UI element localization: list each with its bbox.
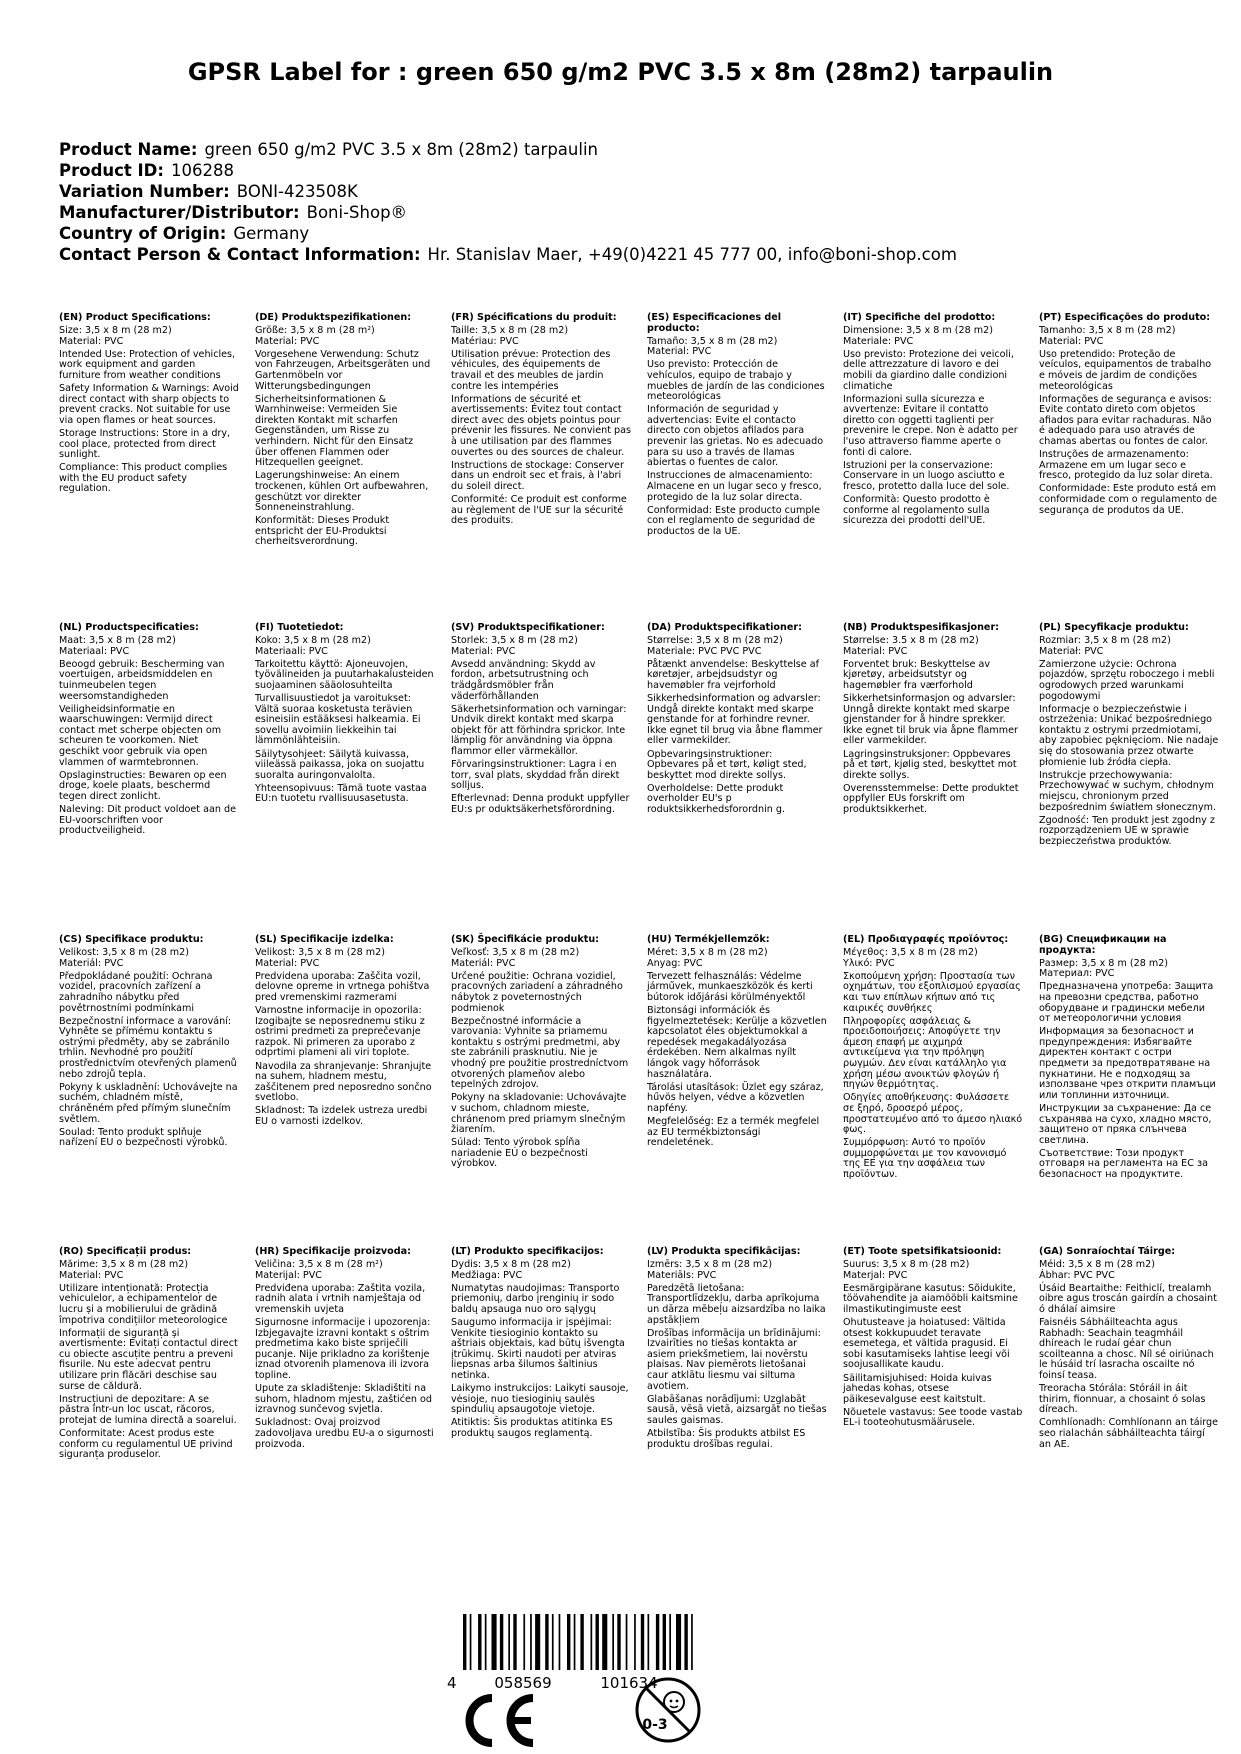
spec-size: Dimensione: 3,5 x 8 m (28 m2) bbox=[843, 325, 993, 337]
spec-paragraph: Säkerhetsinformation och varningar: Undvik direkt kontakt med skarpa objekt för att förhindra sprickor. Inte lämplig för användning via öppna flammor eller värmekällor. bbox=[451, 703, 627, 758]
spec-material: Material: PVC bbox=[647, 346, 712, 358]
barcode-digit-prefix: 4 bbox=[447, 1674, 457, 1692]
spec-paragraph: Σκοπούμενη χρήση: Προστασία των οχημάτων, του εξοπλισμού εργασίας και των επίπλων κήπων από τις καιρικές συνθήκες bbox=[843, 970, 1021, 1014]
spec-paragraph: Instrucțiuni de depozitare: A se păstra într-un loc uscat, răcoros, protejat de lumina directă a soarelui. bbox=[59, 1393, 237, 1426]
spec-paragraph: Numatytas naudojimas: Transporto priemonių, darbo įrenginių ir sodo baldų apsauga nuo oro sąlygų bbox=[451, 1282, 620, 1315]
spec-size: Koko: 3,5 x 8 m (28 m2) bbox=[255, 635, 371, 647]
barcode-bar bbox=[523, 1614, 525, 1670]
spec-paragraph: Predvidena uporaba: Zaščita vozil, delovne opreme in vrtnega pohištva pred vremenskimi razmerami bbox=[255, 970, 430, 1003]
spec-material: Matériau: PVC bbox=[451, 335, 519, 347]
spec-material: Medžiaga: PVC bbox=[451, 1269, 523, 1281]
info-key: Contact Person & Contact Information: bbox=[59, 245, 421, 264]
spec-material: Anyag: PVC bbox=[647, 957, 703, 969]
spec-size: Suurus: 3,5 x 8 m (28 m2) bbox=[843, 1259, 970, 1271]
spec-material: Υλικό: PVC bbox=[843, 957, 895, 969]
spec-paragraph: Nõuetele vastavus: See toode vastab EL-i tooteohutusmäärusele. bbox=[843, 1406, 1023, 1429]
spec-paragraph: Compliance: This product complies with the EU product safety regulation. bbox=[59, 462, 228, 495]
barcode-bar bbox=[591, 1614, 593, 1670]
spec-paragraph: Soulad: Tento produkt splňuje nařízení EU o bezpečnosti výrobků. bbox=[59, 1126, 228, 1149]
barcode-bar bbox=[530, 1614, 532, 1670]
spec-heading: (SL) Specifikacije izdelka: bbox=[255, 934, 394, 945]
spec-block bbox=[647, 1247, 827, 1453]
spec-heading: (ES) Especificaciones del producto: bbox=[647, 312, 782, 334]
spec-material: Materijal: PVC bbox=[255, 1269, 322, 1281]
barcode-bar bbox=[559, 1614, 561, 1670]
spec-paragraph: Zamierzone użycie: Ochrona pojazdów, sprzętu roboczego i mebli ogrodowych przed warunkami pogodowymi bbox=[1039, 658, 1215, 702]
spec-size: Tamaño: 3,5 x 8 m (28 m2) bbox=[647, 335, 778, 347]
spec-size: Méid: 3,5 x 8 m (28 m2) bbox=[1039, 1259, 1155, 1271]
info-key: Variation Number: bbox=[59, 182, 230, 201]
spec-block bbox=[59, 623, 239, 839]
spec-paragraph: Overensstemmelse: Dette produktet oppfyller EUs forskrift om produktsikkerhet. bbox=[843, 782, 1019, 815]
spec-paragraph: Sigurnosne informacije i upozorenja: Izbjegavajte izravni kontakt s oštrim predmetima kako biste spriječili pucanje. Nije prikladno za korištenje iznad otvorenih plamenova ili izvora topline. bbox=[255, 1317, 431, 1382]
spec-size: Velikost: 3,5 x 8 m (28 m2) bbox=[59, 947, 189, 959]
spec-block bbox=[59, 313, 239, 498]
spec-paragraph: Предназначена употреба: Защита на превозни средства, работно оборудване и градински мебели от метеорологични условия bbox=[1039, 981, 1214, 1025]
spec-paragraph: Pokyny na skladovanie: Uchovávajte v suchom, chladnom mieste, chránenom pred priamym slnečným žiarením. bbox=[451, 1092, 627, 1136]
spec-paragraph: Atbilstība: Šis produkts atbilst ES produktu drošības regulai. bbox=[647, 1428, 806, 1450]
barcode-bar bbox=[596, 1614, 599, 1670]
spec-block bbox=[647, 935, 827, 1151]
spec-paragraph: Atitiktis: Šis produktas atitinka ES produktų saugos reglamentą. bbox=[451, 1417, 613, 1439]
spec-paragraph: Информация за безопасност и предупреждения: Избягвайте директен контакт с остри предмети за предотвратяване на пукнатини. Не е подходящ за използване чрез открити пламъци или топлинни източници. bbox=[1039, 1026, 1216, 1101]
spec-size: Tamanho: 3,5 x 8 m (28 m2) bbox=[1039, 325, 1176, 337]
spec-paragraph: Megfelelőség: Ez a termék megfelel az EU termékbiztonsági rendeletének. bbox=[647, 1116, 820, 1149]
spec-paragraph: Overholdelse: Dette produkt overholder EU's p roduktsikkerhedsforordnin g. bbox=[647, 782, 786, 815]
spec-paragraph: Určené použitie: Ochrana vozidiel, pracovných zariadení a záhradného nábytok z poveternostných podmienok bbox=[451, 970, 623, 1014]
spec-paragraph: Avsedd användning: Skydd av fordon, arbetsutrustning och trädgårdsmöbler från väderförhållanden bbox=[451, 658, 596, 702]
spec-paragraph: Predviđena uporaba: Zaštita vozila, radnih alata i vrtnih namještaja od vremenskih uvjeta bbox=[255, 1282, 426, 1315]
spec-material: Materiaal: PVC bbox=[59, 645, 130, 657]
spec-material: Materiał: PVC bbox=[1039, 645, 1104, 657]
spec-paragraph: Veiligheidsinformatie en waarschuwingen: Vermijd direct contact met scherpe objecten om scheuren te voorkomen. Niet geschikt voor gebruik via open vlammen of warmtebronnen. bbox=[59, 703, 222, 768]
spec-block bbox=[255, 623, 435, 808]
spec-paragraph: Uso previsto: Protezione dei veicoli, delle attrezzature di lavoro e dei mobili da giardino dalle condizioni climatiche bbox=[843, 348, 1014, 392]
spec-paragraph: Uso previsto: Protección de vehículos, equipo de trabajo y muebles de jardín de las condiciones meteorológicas bbox=[647, 359, 825, 403]
barcode-bar bbox=[626, 1614, 628, 1670]
spec-size: Veličina: 3,5 x 8 m (28 m²) bbox=[255, 1259, 383, 1271]
spec-size: Größe: 3,5 x 8 m (28 m²) bbox=[255, 325, 375, 337]
spec-paragraph: Съответствие: Този продукт отговаря на регламента на ЕС за безопасност на продуктите. bbox=[1039, 1147, 1208, 1180]
product-info bbox=[59, 139, 957, 265]
barcode-bar bbox=[535, 1614, 540, 1670]
spec-paragraph: Bezpečnostní informace a varování: Vyhněte se přímému kontaktu s ostrými předměty, aby se zabránilo trhlin. Nevhodné pro použití prostřednictvím otevřených plamenů nebo zdrojů tepla. bbox=[59, 1015, 237, 1080]
spec-paragraph: Påtænkt anvendelse: Beskyttelse af køretøjer, arbejdsudstyr og havemøbler fra vejrforhold bbox=[647, 658, 819, 691]
spec-material: Material: PVC bbox=[1039, 335, 1104, 347]
spec-heading: (EN) Product Specifications: bbox=[59, 312, 211, 323]
spec-material: Materiale: PVC PVC PVC bbox=[647, 645, 762, 657]
spec-paragraph: Συμμόρφωση: Αυτό το προϊόν συμμορφώνεται με τον κανονισμό της ΕΕ για την ασφάλεια των προϊόντων. bbox=[843, 1137, 1007, 1180]
spec-paragraph: Naleving: Dit product voldoet aan de EU-voorschriften voor productveiligheid. bbox=[59, 804, 236, 837]
svg-text:0-3: 0-3 bbox=[642, 1717, 668, 1733]
spec-paragraph: Istruzioni per la conservazione: Conservare in un luogo asciutto e fresco, protetto dalla luce del sole. bbox=[843, 459, 1010, 492]
spec-paragraph: Varnostne informacije in opozorila: Izogibajte se neposrednemu stiku z ostrimi predmeti za preprečevanje razpok. Ni primeren za uporabo z odprtimi plameni ali viri toplote. bbox=[255, 1005, 425, 1059]
spec-paragraph: Beoogd gebruik: Bescherming van voertuigen, arbeidsmiddelen en tuinmeubelen tegen weersomstandigheden bbox=[59, 658, 225, 702]
spec-material: Material: PVC bbox=[843, 645, 908, 657]
spec-heading: (PL) Specyfikacje produktu: bbox=[1039, 622, 1189, 633]
info-value: Boni-Shop® bbox=[306, 203, 408, 222]
info-key: Country of Origin: bbox=[59, 224, 227, 243]
spec-block bbox=[255, 935, 435, 1130]
spec-heading: (ET) Toote spetsifikatsioonid: bbox=[843, 1246, 1002, 1257]
spec-heading: (DE) Produktspezifikationen: bbox=[255, 312, 412, 323]
info-row-country bbox=[59, 223, 957, 244]
spec-size: Méret: 3,5 x 8 m (28 m2) bbox=[647, 947, 768, 959]
barcode-bar bbox=[641, 1614, 644, 1670]
info-key: Product ID: bbox=[59, 161, 164, 180]
spec-size: Taille: 3,5 x 8 m (28 m2) bbox=[451, 325, 569, 337]
barcode-bar bbox=[691, 1614, 693, 1670]
spec-material: Material: PVC bbox=[451, 645, 516, 657]
spec-size: Storlek: 3,5 x 8 m (28 m2) bbox=[451, 635, 578, 647]
spec-paragraph: Lagerungshinweise: An einem trockenen, kühlen Ort aufbewahren, geschützt vor direkter Sonneneinstrahlung. bbox=[255, 470, 429, 514]
barcode-bar bbox=[574, 1614, 576, 1670]
spec-size: Maat: 3,5 x 8 m (28 m2) bbox=[59, 635, 176, 647]
barcode-bar bbox=[470, 1614, 472, 1670]
spec-paragraph: Súlad: Tento výrobok spĺňa nariadenie EÚ o bezpečnosti výrobkov. bbox=[451, 1137, 588, 1170]
spec-paragraph: Conformité: Ce produit est conforme au règlement de l'UE sur la sécurité des produits. bbox=[451, 494, 627, 527]
barcode-bar bbox=[478, 1614, 481, 1670]
spec-paragraph: Utilisation prévue: Protection des véhicules, des équipements de travail et des meubles de jardin contre les intempéries bbox=[451, 348, 611, 392]
spec-paragraph: Utilizare intenționată: Protecția vehiculelor, a echipamentelor de lucru și a mobilierului de grădină împotriva condițiilor meteorologice bbox=[59, 1282, 228, 1326]
spec-paragraph: Οδηγίες αποθήκευσης: Φυλάσσετε σε ξηρό, δροσερό μέρος, προστατευμένο από το άμεσο ηλιακό φως. bbox=[843, 1092, 1023, 1136]
spec-paragraph: Paredzētā lietošana: Transportlīdzekļu, darba aprīkojuma un dārza mēbeļu aizsardzība no laika apstākļiem bbox=[647, 1282, 826, 1326]
barcode-bar bbox=[545, 1614, 548, 1670]
spec-heading: (EL) Προδιαγραφές προϊόντος: bbox=[843, 934, 1009, 945]
spec-paragraph: Инструкции за съхранение: Да се съхранява на сухо, хладно място, защитено от пряка слънчева светлина. bbox=[1039, 1102, 1212, 1146]
spec-paragraph: Informacje o bezpieczeństwie i ostrzeżenia: Unikać bezpośredniego kontaktu z ostrymi przedmiotami, aby zapobiec pęknięciom. Nie nadaje się do stosowania przez otwarte płomienie lub źródła ciepła. bbox=[1039, 703, 1219, 768]
spec-paragraph: Conformidade: Este produto está em conformidade com o regulamento de segurança de produtos da UE. bbox=[1039, 483, 1218, 516]
barcode-bar bbox=[684, 1614, 687, 1670]
spec-block bbox=[59, 1247, 239, 1463]
info-value: Germany bbox=[233, 224, 310, 243]
spec-paragraph: Eesmärgipärane kasutus: Sõidukite, töövahendite ja aiamööbli kaitsmine ilmastikutingimuste eest bbox=[843, 1282, 1018, 1315]
spec-heading: (RO) Specificații produs: bbox=[59, 1246, 192, 1257]
spec-size: Размер: 3,5 x 8 m (28 m2) bbox=[1039, 957, 1169, 969]
spec-paragraph: Sikkerhetsinformasjon og advarsler: Unngå direkte kontakt med skarpe gjenstander for å hindre sprekker. Ikke egnet til bruk via åpne flammer eller varmekilder. bbox=[843, 693, 1018, 747]
spec-paragraph: Opslaginstructies: Bewaren op een droge, koele plaats, beschermd tegen direct zonlicht. bbox=[59, 769, 227, 802]
spec-paragraph: Lagringsinstruksjoner: Oppbevares på et tørt, kjølig sted, beskyttet mot direkte sollys. bbox=[843, 748, 1017, 781]
spec-block bbox=[1039, 935, 1219, 1183]
spec-heading: (LT) Produkto specifikacijos: bbox=[451, 1246, 604, 1257]
info-row-product-name bbox=[59, 139, 957, 160]
spec-material: Ábhar: PVC PVC bbox=[1039, 1269, 1115, 1281]
spec-paragraph: Treoracha Stórála: Stóráil in áit thirim, fionnuar, a chosaint ó solas díreach. bbox=[1039, 1383, 1206, 1416]
spec-paragraph: Informações de segurança e avisos: Evite contato direto com objetos afiados para evitar rachaduras. Não é adequado para uso através de chamas abertas ou fontes de calor. bbox=[1039, 393, 1212, 448]
spec-paragraph: Saugumo informacija ir įspėjimai: Venkite tiesioginio kontakto su aštriais objektais, kad būtų išvengta įtrūkimų. Skirti naudoti per atviras liepsnas arba šilumos šaltinius netinka. bbox=[451, 1317, 625, 1382]
spec-heading: (FR) Spécifications du produit: bbox=[451, 312, 617, 323]
info-key: Manufacturer/Distributor: bbox=[59, 203, 300, 222]
spec-size: Veľkosť: 3,5 x 8 m (28 m2) bbox=[451, 947, 580, 959]
spec-heading: (PT) Especificações do produto: bbox=[1039, 312, 1211, 323]
spec-block bbox=[451, 623, 631, 818]
spec-paragraph: Opbevaringsinstruktioner: Opbevares på et tørt, køligt sted, beskyttet mod direkte sollys. bbox=[647, 748, 807, 781]
spec-paragraph: Úsáid Beartaithe: Feithiclí, trealamh oibre agus troscán gairdín a chosaint ó dhálaí aimsire bbox=[1039, 1282, 1217, 1315]
spec-material: Materiaali: PVC bbox=[255, 645, 328, 657]
spec-heading: (HR) Specifikacije proizvoda: bbox=[255, 1246, 411, 1257]
barcode-bar bbox=[612, 1614, 614, 1670]
spec-material: Materiál: PVC bbox=[59, 957, 124, 969]
spec-paragraph: Instrucciones de almacenamiento: Almacene en un lugar seco y fresco, protegido de la luz solar directa. bbox=[647, 470, 822, 503]
spec-paragraph: Faisnéis Sábháilteachta agus Rabhadh: Seachain teagmháil dhíreach le rudaí géar chun scoilteanna a chosc. Níl sé oiriúnach le húsáid trí lasracha oscailte nó foinsí teasa. bbox=[1039, 1317, 1214, 1382]
spec-paragraph: Conformità: Questo prodotto è conforme al regolamento sulla sicurezza dei prodotti dell'UE. bbox=[843, 494, 990, 527]
spec-heading: (HU) Termékjellemzők: bbox=[647, 934, 770, 945]
barcode-bar bbox=[552, 1614, 554, 1670]
spec-size: Rozmiar: 3,5 x 8 m (28 m2) bbox=[1039, 635, 1171, 647]
info-row-manufacturer bbox=[59, 202, 957, 223]
spec-paragraph: Bezpečnostné informácie a varovania: Vyhnite sa priamemu kontaktu s ostrými predmetmi, aby ste zabránili prasknutiu. Nie je vhodný pre použitie prostredníctvom otvorených plameňov alebo tepelných zdrojov. bbox=[451, 1015, 629, 1091]
barcode-bar bbox=[513, 1614, 516, 1670]
spec-heading: (GA) Sonraíochtaí Táirge: bbox=[1039, 1246, 1176, 1257]
spec-heading: (CS) Specifikace produktu: bbox=[59, 934, 204, 945]
spec-paragraph: Biztonsági információk és figyelmeztetések: Kerülje a közvetlen kapcsolatot éles objektumokkal a repedések megakadályozása érdekében. Nem alkalmas nyílt lángok vagy hőforrások használatára. bbox=[647, 1005, 827, 1080]
spec-paragraph: Efterlevnad: Denna produkt uppfyller EU:s pr oduktsäkerhetsförordning. bbox=[451, 793, 630, 815]
info-value: 106288 bbox=[170, 161, 234, 180]
spec-paragraph: Storage Instructions: Store in a dry, cool place, protected from direct sunlight. bbox=[59, 427, 231, 461]
spec-heading: (DA) Produktspecifikationer: bbox=[647, 622, 802, 633]
spec-paragraph: Πληροφορίες ασφάλειας & προειδοποιήσεις: Αποφύγετε την άμεση επαφή με αιχμηρά αντικείμενα για την πρόληψη ρωγμών. Δεν είναι κατάλληλο για χρήση μέσω ανοικτών φλογών ή πηγών θερμότητας. bbox=[843, 1015, 1007, 1091]
spec-size: Izmērs: 3,5 x 8 m (28 m2) bbox=[647, 1259, 773, 1271]
spec-paragraph: Forventet bruk: Beskyttelse av kjøretøy, arbeidsutstyr og hagemøbler fra værforhold bbox=[843, 658, 991, 691]
spec-paragraph: Sicherheitsinformationen & Warnhinweise: Vermeiden Sie direkten Kontakt mit scharfen Gegenständen, um Risse zu verhindern. Nicht für den Einsatz über offenen Flammen oder Hitzequellen geeignet. bbox=[255, 393, 414, 469]
spec-paragraph: Glabāšanas norādījumi: Uzglabāt sausā, vēsā vietā, aizsargāt no tiešas saules gaismas. bbox=[647, 1393, 827, 1426]
info-row-product-id bbox=[59, 160, 957, 181]
spec-paragraph: Konformität: Dieses Produkt entspricht der EU-Produktsi cherheitsverordnung. bbox=[255, 515, 390, 548]
barcode-bar bbox=[508, 1614, 510, 1670]
spec-paragraph: Tárolási utasítások: Üzlet egy száraz, hűvös helyen, védve a közvetlen napfény. bbox=[647, 1081, 824, 1114]
spec-paragraph: Comhlíonadh: Comhlíonann an táirge seo rialachán sábháilteachta táirgí an AE. bbox=[1039, 1417, 1219, 1450]
barcode-bar bbox=[463, 1614, 466, 1670]
info-value: green 650 g/m2 PVC 3.5 x 8m (28m2) tarpaulin bbox=[204, 140, 598, 159]
info-key: Product Name: bbox=[59, 140, 198, 159]
spec-heading: (FI) Tuotetiedot: bbox=[255, 622, 344, 633]
spec-material: Materiál: PVC bbox=[451, 957, 516, 969]
spec-heading: (NL) Productspecificaties: bbox=[59, 622, 199, 633]
spec-paragraph: Instructions de stockage: Conserver dans un endroit sec et frais, à l'abri du soleil direct. bbox=[451, 459, 624, 492]
spec-block bbox=[843, 935, 1023, 1183]
spec-block bbox=[1039, 1247, 1219, 1453]
spec-paragraph: Sikkerhedsinformation og advarsler: Undgå direkte kontakt med skarpe genstande for at forhindre revner. Ikke egnet til brug via åbne flammer eller varmekilder. bbox=[647, 693, 823, 747]
spec-paragraph: Laikymo instrukcijos: Laikyti sausoje, vėsioje, nuo tiesioginių saulės spindulių apsaugotoje vietoje. bbox=[451, 1383, 629, 1416]
info-row-variation-number bbox=[59, 181, 957, 202]
barcode-bar bbox=[602, 1614, 607, 1670]
spec-paragraph: Intended Use: Protection of vehicles, work equipment and garden furniture from weather conditions bbox=[59, 348, 236, 381]
spec-block bbox=[451, 1247, 631, 1442]
spec-paragraph: Tarkoitettu käyttö: Ajoneuvojen, työvälineiden ja puutarhakalusteiden suojaaminen sääolosuhteilta bbox=[255, 658, 434, 691]
spec-block bbox=[1039, 623, 1219, 850]
spec-heading: (IT) Specifiche del prodotto: bbox=[843, 312, 996, 323]
spec-paragraph: Informazioni sulla sicurezza e avvertenze: Evitare il contatto diretto con oggetti taglienti per prevenire le crepe. Non è adatto per l'uso attraverso fiamme aperte o fonti di calore. bbox=[843, 393, 1018, 458]
spec-paragraph: Tervezett felhasználás: Védelme járművek, munkaeszközök és kerti bútorok időjárási körülményektől bbox=[647, 970, 813, 1003]
spec-heading: (LV) Produkta specifikācijas: bbox=[647, 1246, 801, 1257]
spec-paragraph: Skladnost: Ta izdelek ustreza uredbi EU o varnosti izdelkov. bbox=[255, 1105, 428, 1127]
barcode-bar bbox=[663, 1614, 666, 1670]
barcode-bar bbox=[485, 1614, 487, 1670]
spec-paragraph: Sukladnost: Ovaj proizvod zadovoljava uredbu EU-a o sigurnosti proizvoda. bbox=[255, 1417, 434, 1450]
spec-material: Materiale: PVC bbox=[843, 335, 914, 347]
barcode-bar bbox=[648, 1614, 650, 1670]
spec-paragraph: Ohutusteave ja hoiatused: Vältida otsest kokkupuudet teravate esemetega, et vältida pragusid. Ei sobi kasutamiseks lahtise leegi või soojusallikate kaudu. bbox=[843, 1317, 1010, 1371]
barcode-bar bbox=[492, 1614, 497, 1670]
spec-block bbox=[451, 935, 631, 1172]
spec-block bbox=[255, 1247, 435, 1453]
spec-paragraph: Informations de sécurité et avertissements: Évitez tout contact direct avec des objets pointus pour prévenir les fissures. Ne convient pas à une utilisation par des flammes ouvertes ou des sources de chaleur. bbox=[451, 393, 631, 458]
spec-size: Størrelse: 3,5 x 8 m (28 m2) bbox=[647, 635, 783, 647]
spec-paragraph: Información de seguridad y advertencias: Evite el contacto directo con objetos afilados para prevenir las grietas. No es adecuado para su uso a través de llamas abiertas o fuentes de calor. bbox=[647, 404, 824, 469]
spec-block bbox=[255, 313, 435, 550]
spec-material: Material: PVC bbox=[255, 335, 320, 347]
ce-mark bbox=[459, 1693, 537, 1748]
spec-paragraph: Säilitamisjuhised: Hoida kuivas jahedas kohas, otsese päikesevalguse eest kaitstult. bbox=[843, 1372, 992, 1405]
spec-paragraph: Instrukcje przechowywania: Przechowywać w suchym, chłodnym miejscu, chronionym przed bezpośrednim światłem słonecznym. bbox=[1039, 769, 1217, 813]
spec-paragraph: Drošības informācija un brīdinājumi: Izvairīties no tiešas kontakta ar asiem priekšmetiem, lai novērstu plaisas. Nav piemērots lietošanai caur atklātu liesmu vai siltuma avotiem. bbox=[647, 1327, 821, 1392]
spec-paragraph: Navodila za shranjevanje: Shranjujte na suhem, hladnem mestu, zaščitenem pred neposredno sončno svetlobo. bbox=[255, 1060, 432, 1104]
spec-material: Материал: PVC bbox=[1039, 968, 1115, 980]
info-value: BONI-423508K bbox=[236, 182, 358, 201]
barcode-bar bbox=[634, 1614, 636, 1670]
barcode-bar bbox=[656, 1614, 659, 1670]
spec-paragraph: Yhteensopivuus: Tämä tuote vastaa EU:n tuotetu rvallisuusasetusta. bbox=[255, 782, 427, 805]
spec-block bbox=[647, 313, 827, 540]
spec-heading: (SV) Produktspecifikationer: bbox=[451, 622, 605, 633]
spec-material: Material: PVC bbox=[255, 957, 320, 969]
barcode-bar bbox=[567, 1614, 570, 1670]
spec-paragraph: Säilytysohjeet: Säilytä kuivassa, viileässä paikassa, joka on suojattu suoralta auringonvalolta. bbox=[255, 748, 425, 781]
spec-paragraph: Zgodność: Ten produkt jest zgodny z rozporządzeniem UE w sprawie bezpieczeństwa produktów. bbox=[1039, 814, 1215, 847]
spec-paragraph: Instruções de armazenamento: Armazene em um lugar seco e fresco, protegido da luz solar direta. bbox=[1039, 449, 1213, 482]
spec-paragraph: Conformidad: Este producto cumple con el reglamento de seguridad de productos de la UE. bbox=[647, 504, 820, 537]
spec-material: Materiāls: PVC bbox=[647, 1269, 717, 1281]
spec-block bbox=[647, 623, 827, 818]
barcode-bar bbox=[500, 1614, 503, 1670]
spec-paragraph: Conformitate: Acest produs este conform cu regulamentul UE privind siguranța produselor. bbox=[59, 1428, 233, 1461]
spec-block bbox=[1039, 313, 1219, 519]
spec-size: Size: 3,5 x 8 m (28 m2) bbox=[59, 325, 172, 337]
spec-size: Mărime: 3,5 x 8 m (28 m2) bbox=[59, 1259, 189, 1271]
page-title: GPSR Label for : green 650 g/m2 PVC 3.5 x 8m (28m2) tarpaulin bbox=[187, 58, 1054, 86]
spec-size: Velikost: 3,5 x 8 m (28 m2) bbox=[255, 947, 385, 959]
barcode-bar bbox=[676, 1614, 681, 1670]
spec-material: Material: PVC bbox=[59, 1269, 124, 1281]
spec-paragraph: Safety Information & Warnings: Avoid direct contact with sharp objects to prevent cracks. Not suitable for use via open flames or heat sources. bbox=[59, 383, 239, 426]
barcode-bar bbox=[580, 1614, 583, 1670]
spec-paragraph: Informații de siguranță și avertismente: Evitați contactul direct cu obiecte ascuțite pentru a preveni fisurile. Nu este adecvat pentru utilizare prin flăcări deschise sau surse de căldură. bbox=[59, 1327, 238, 1392]
barcode-digits-right: 101634 bbox=[600, 1674, 658, 1692]
spec-size: Størrelse: 3.5 x 8 m (28 m2) bbox=[843, 635, 979, 647]
spec-material: Materjal: PVC bbox=[843, 1269, 908, 1281]
spec-paragraph: Upute za skladištenje: Skladištiti na suhom, hladnom mjestu, zaštićen od izravnog sunčevog svjetla. bbox=[255, 1383, 432, 1416]
barcode-digits-left: 058569 bbox=[494, 1674, 552, 1692]
spec-heading: (SK) Špecifikácie produktu: bbox=[451, 934, 600, 945]
spec-block bbox=[843, 1247, 1023, 1432]
info-value: Hr. Stanislav Maer, +49(0)4221 45 777 00, info@boni-shop.com bbox=[427, 245, 957, 264]
barcode-bar bbox=[669, 1614, 671, 1670]
spec-block bbox=[59, 935, 239, 1151]
spec-size: Dydis: 3,5 x 8 m (28 m2) bbox=[451, 1259, 571, 1271]
barcode-bar bbox=[617, 1614, 620, 1670]
spec-heading: (BG) Спецификации на продукта: bbox=[1039, 934, 1167, 956]
spec-size: Μέγεθος: 3,5 x 8 m (28 m2) bbox=[843, 947, 978, 959]
spec-paragraph: Turvallisuustiedot ja varoitukset: Vältä suoraa kosketusta terävien esineisiin estääksesi halkeamia. Ei sovellu avoimiin liekkeihin tai lämmönlähteisiin. bbox=[255, 693, 421, 747]
spec-block bbox=[451, 313, 631, 529]
spec-paragraph: Vorgesehene Verwendung: Schutz von Fahrzeugen, Arbeitsgeräten und Gartenmöbeln vor Witterungsbedingungen bbox=[255, 348, 431, 392]
spec-block bbox=[843, 623, 1023, 818]
spec-paragraph: Předpokládané použití: Ochrana vozidel, pracovních zařízení a zahradního nábytku před povětrnostními podmínkami bbox=[59, 970, 213, 1014]
spec-paragraph: Uso pretendido: Proteção de veículos, equipamentos de trabalho e móveis de jardim de condições meteorológicas bbox=[1039, 348, 1212, 392]
spec-block bbox=[843, 313, 1023, 529]
spec-paragraph: Pokyny k uskladnění: Uchovávejte na suchém, chladném místě, chráněném před přímým slunečním světlem. bbox=[59, 1081, 238, 1125]
age-warning-0-3-icon bbox=[634, 1676, 702, 1744]
spec-material: Material: PVC bbox=[59, 335, 124, 347]
spec-heading: (NB) Produktspesifikasjoner: bbox=[843, 622, 1000, 633]
spec-paragraph: Förvaringsinstruktioner: Lagra i en torr, sval plats, skyddad från direkt solljus. bbox=[451, 759, 620, 792]
info-row-contact bbox=[59, 244, 957, 265]
